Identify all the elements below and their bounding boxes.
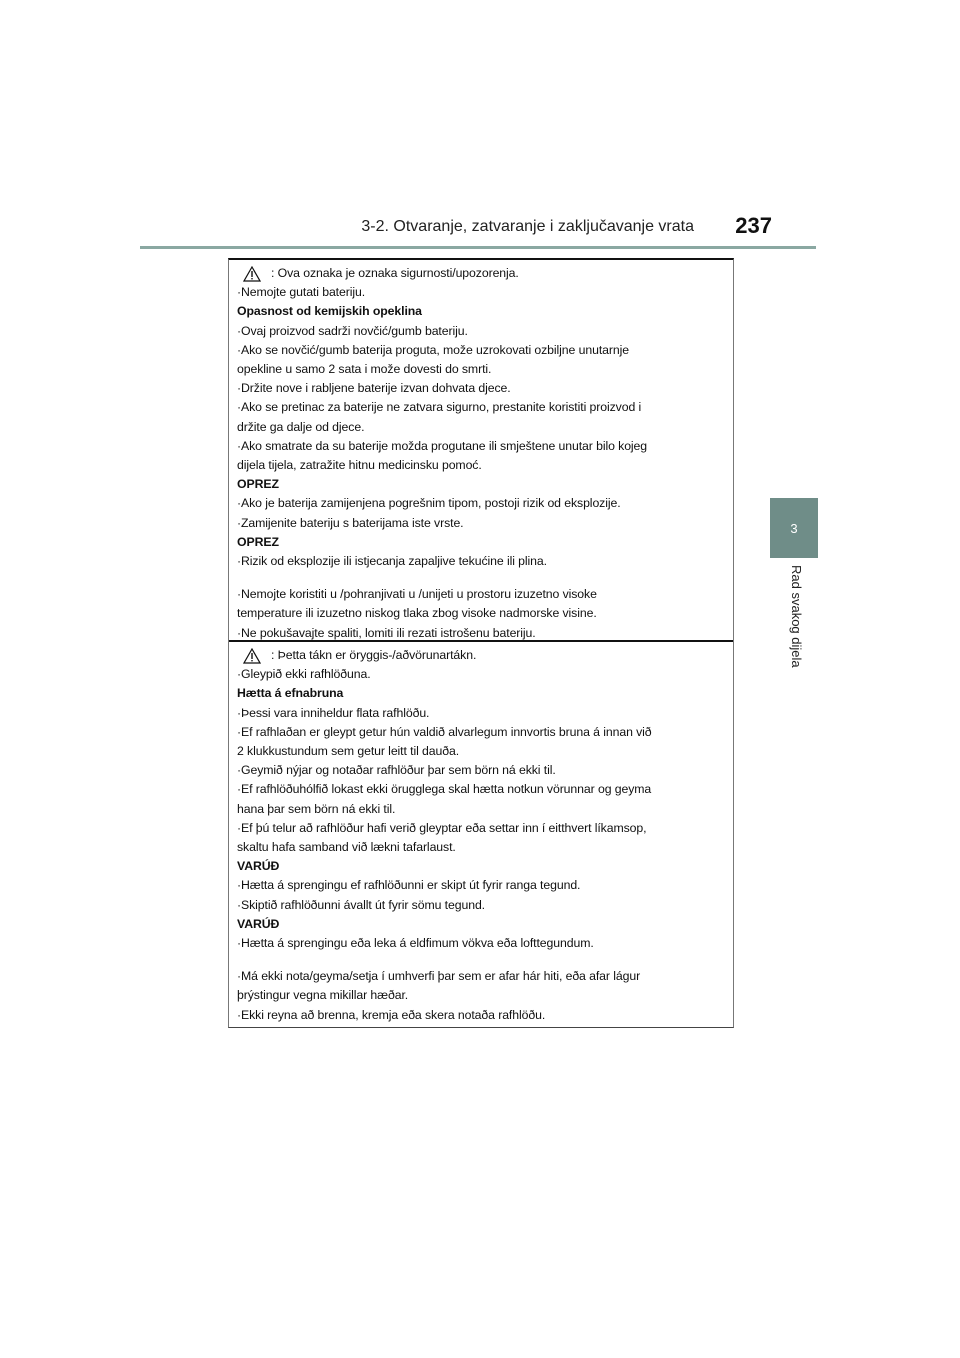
text-line: dijela tijela, zatražite hitnu medicinsku pomoć. [237, 458, 482, 473]
section-heading: Opasnost od kemijskih opeklina [237, 304, 422, 319]
text-line: ·Ne pokušavajte spaliti, lomiti ili rezati istrošenu bateriju. [237, 625, 536, 640]
text-line: ·Ekki reyna að brenna, kremja eða skera notaða rafhlöðu. [237, 1007, 546, 1022]
icelandic-warning-section [237, 646, 725, 1025]
text-line: ·Držite nove i rabljene baterije izvan dohvata djece. [237, 381, 511, 396]
text-line: ·Ovaj proizvod sadrži novčić/gumb bateriju. [237, 323, 468, 338]
chapter-label: Rad svakog dijela [789, 565, 804, 668]
warning-symbol-text: : Ova oznaka je oznaka sigurnosti/upozorenja. [271, 266, 519, 280]
text-line: ·Geymið nýjar og notaðar rafhlöður þar sem börn ná ekki til. [237, 763, 556, 778]
text-line: ·Zamijenite bateriju s baterijama iste vrste. [237, 515, 464, 530]
croatian-lines [237, 283, 725, 643]
text-line: ·Hætta á sprengingu ef rafhlöðunni er skipt út fyrir ranga tegund. [237, 878, 581, 893]
text-line: hana þar sem börn ná ekki til. [237, 801, 396, 816]
section-divider [229, 640, 733, 642]
page-header [140, 210, 816, 249]
page-number: 237 [735, 213, 772, 238]
section-heading: VARÚÐ [237, 859, 280, 874]
warning-triangle-icon [243, 266, 261, 282]
warning-symbol-line [237, 264, 725, 283]
text-line: ·Ef þú telur að rafhlöður hafi verið gleyptar eða settar inn í eitthvert líkamsop, [237, 820, 647, 835]
icelandic-lines [237, 665, 725, 1025]
text-line: ·Hætta á sprengingu eða leka á eldfimum vökva eða lofttegundum. [237, 936, 594, 951]
text-line: ·Ako smatrate da su baterije možda progutane ili smještene unutar bilo kojeg [237, 438, 648, 453]
warning-symbol-line [237, 646, 725, 665]
text-line: opekline u samo 2 sata i može dovesti do smrti. [237, 362, 492, 377]
text-line: ·Þessi vara inniheldur flata rafhlöðu. [237, 705, 430, 720]
text-line: skaltu hafa samband við lækni tafarlaust. [237, 840, 456, 855]
text-line: ·Nemojte koristiti u /pohranjivati u /unijeti u prostoru izuzetno visoke [237, 587, 597, 602]
croatian-warning-section [237, 264, 725, 643]
text-line: ·Ef rafhlaðan er gleypt getur hún valdið alvarlegum innvortis bruna á innan við [237, 724, 652, 739]
section-heading: VARÚÐ [237, 916, 280, 931]
text-line: ·Ako je baterija zamijenjena pogrešnim tipom, postoji rizik od eksplozije. [237, 496, 621, 511]
text-line: ·Má ekki nota/geyma/setja í umhverfi þar sem er afar hár hiti, eða afar lágur [237, 969, 641, 984]
text-line: ·Skiptið rafhlöðunni ávallt út fyrir sömu tegund. [237, 897, 485, 912]
text-line: ·Ako se pretinac za baterije ne zatvara sigurno, prestanite koristiti proizvod i [237, 400, 642, 415]
chapter-tab [770, 498, 818, 558]
warning-symbol-text: : Þetta tákn er öryggis-/aðvörunartákn. [271, 648, 477, 662]
text-line: držite ga dalje od djece. [237, 419, 365, 434]
text-line: ·Ef rafhlöðuhólfið lokast ekki örugglega skal hætta notkun vörunnar og geyma [237, 782, 652, 797]
section-heading: OPREZ [237, 477, 279, 492]
text-line: ·Ako se novčić/gumb baterija proguta, može uzrokovati ozbiljne unutarnje [237, 342, 629, 357]
battery-warning-label [228, 258, 734, 1028]
section-heading: Hætta á efnabruna [237, 686, 344, 701]
chapter-number: 3 [790, 520, 798, 536]
warning-triangle-icon [243, 648, 261, 664]
text-line: ·Gleypið ekki rafhlöðuna. [237, 667, 371, 682]
text-line: ·Nemojte gutati bateriju. [237, 285, 366, 300]
section-heading: OPREZ [237, 534, 279, 549]
text-line: ·Rizik od eksplozije ili istjecanja zapaljive tekućine ili plina. [237, 554, 547, 569]
text-line: 2 klukkustundum sem getur leitt til dauða. [237, 744, 460, 759]
text-line: þrýstingur vegna mikillar hæðar. [237, 988, 409, 1003]
text-line: temperature ili izuzetno niskog tlaka zbog visoke nadmorske visine. [237, 606, 597, 621]
section-title: 3-2. Otvaranje, zatvaranje i zaključavanje vrata [361, 218, 694, 235]
